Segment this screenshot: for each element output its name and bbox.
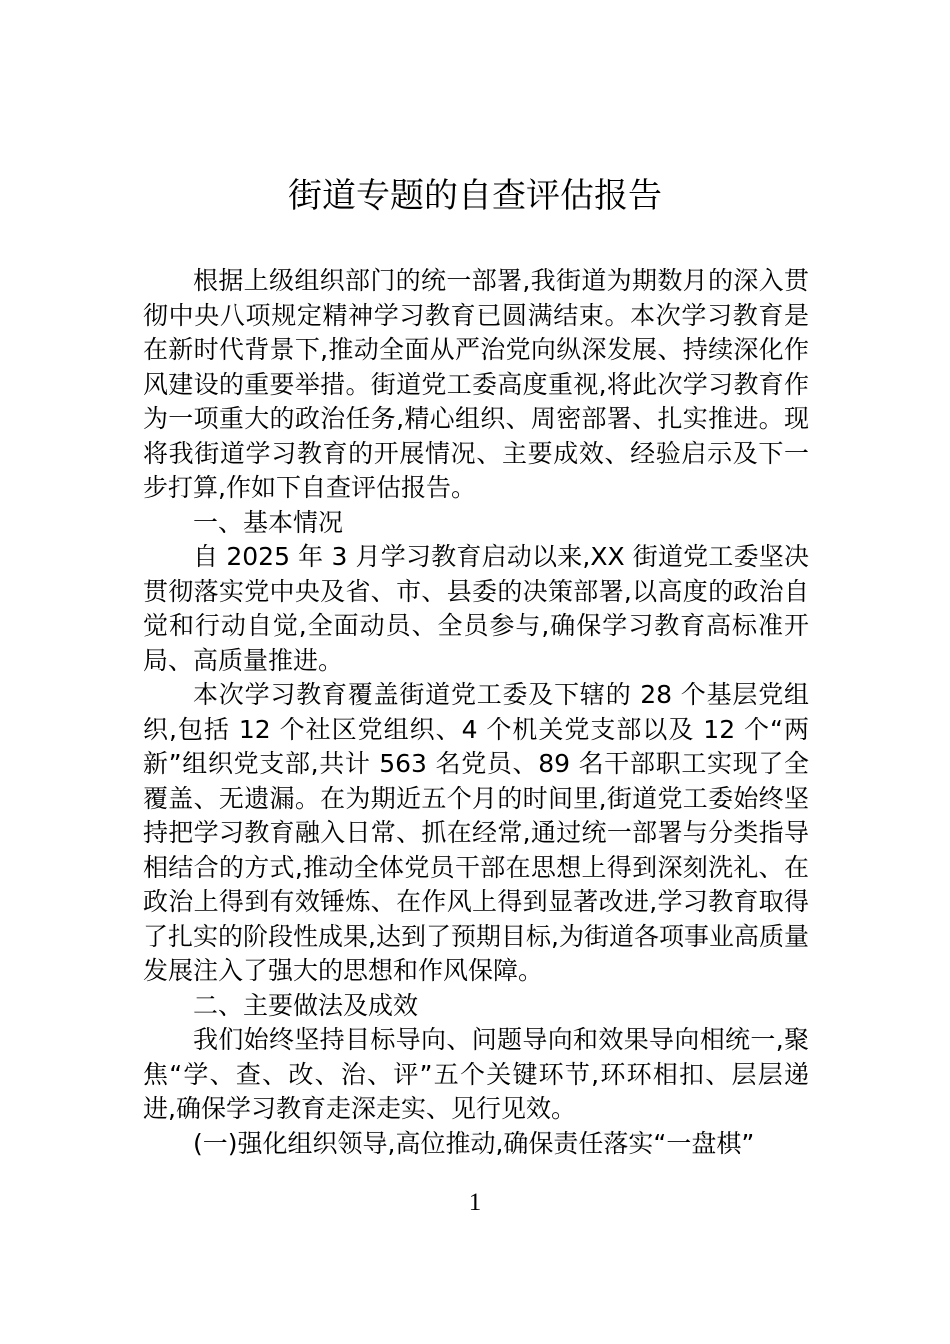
page-number: 1 [468,1189,482,1216]
paragraph-coverage: 本次学习教育覆盖街道党工委及下辖的 28 个基层党组织,包括 12 个社区党组织、4 个机关党支部以及 12 个“两新”组织党支部,共计 563 名党员、89 名干部职工实现了全覆盖、无遗漏。在为期近五个月的时间里,街道党工委始终坚持把学习教育融入日常、抓在经常,通过统一部署与分类指导相结合的方式,推动全体党员干部在思想上得到深刻洗礼、在政治上得到有效锤炼、在作风上得到显著改进,学习教育取得了扎实的阶段性成果,达到了预期目标,为街道各项事业高质量发展注入了强大的思想和作风保障。 [143,680,809,985]
subheading-leadership: (一)强化组织领导,高位推动,确保责任落实“一盘棋” [193,1128,755,1158]
paragraph-approach: 我们始终坚持目标导向、问题导向和效果导向相统一,聚焦“学、查、改、治、评”五个关键环节,环环相扣、层层递进,确保学习教育走深走实、见行见效。 [143,1025,809,1123]
document-body [143,264,809,1161]
paragraph-launch: 自 2025 年 3 月学习教育启动以来,XX 街道党工委坚决贯彻落实党中央及省、市、县委的决策部署,以高度的政治自觉和行动自觉,全面动员、全员参与,确保学习教育高标准开局、高质量推进。 [143,542,809,675]
heading-main-practices: 二、主要做法及成效 [193,990,419,1020]
heading-basic-situation: 一、基本情况 [193,507,344,537]
document-title: 街道专题的自查评估报告 [288,176,662,216]
paragraph-intro: 根据上级组织部门的统一部署,我街道为期数月的深入贯彻中央八项规定精神学习教育已圆满结束。本次学习教育是在新时代背景下,推动全面从严治党向纵深发展、持续深化作风建设的重要举措。街道党工委高度重视,将此次学习教育作为一项重大的政治任务,精心组织、周密部署、扎实推进。现将我街道学习教育的开展情况、主要成效、经验启示及下一步打算,作如下自查评估报告。 [143,266,809,502]
